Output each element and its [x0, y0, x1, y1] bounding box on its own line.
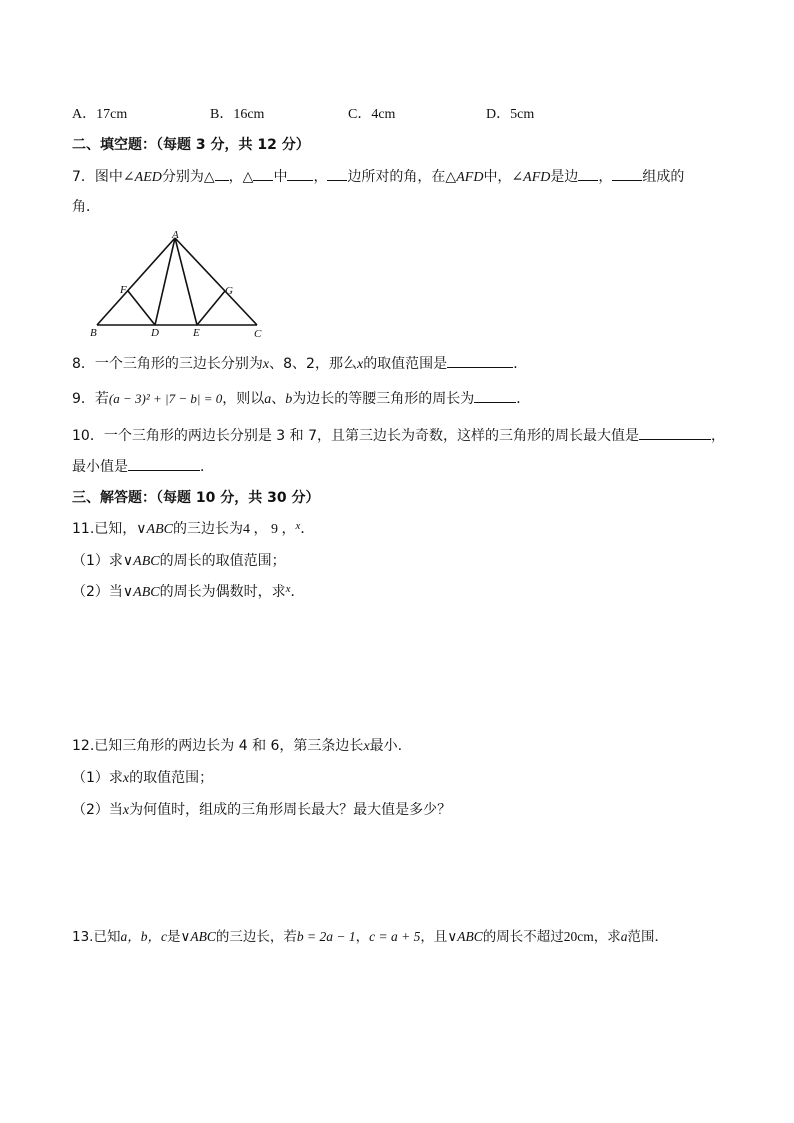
label-c: C — [254, 328, 262, 340]
q8-text: 8．一个三角形的三边长分别为 — [72, 356, 263, 372]
q13-text: 是 — [166, 929, 181, 945]
q13-text: ，求 — [593, 929, 621, 945]
question-11-part-2 — [72, 581, 305, 601]
q9-text: ． — [516, 391, 531, 407]
q11-text: 的周长的取值范围； — [159, 553, 286, 569]
q13-triangle: ∨ABC — [180, 929, 216, 944]
label-e: E — [193, 327, 200, 339]
q7-angle-aed: ∠AED — [122, 170, 162, 185]
q9-text: 、 — [271, 391, 286, 407]
q13-vars: a，b，c — [120, 929, 167, 944]
q7-text: ， — [313, 169, 328, 185]
q11-values: 4 ， 9 ， — [242, 522, 296, 537]
q9-var-a: a — [264, 392, 272, 407]
q13-text: 范围． — [627, 929, 668, 945]
q8-answer-blank[interactable] — [447, 353, 513, 368]
q7-blank-2[interactable] — [253, 166, 273, 181]
q10-min-blank[interactable] — [128, 456, 200, 471]
q12-text: 为何值时，组成的三角形周长最大？最大值是多少？ — [129, 802, 452, 818]
label-f: F — [120, 284, 127, 296]
q8-var-x: x — [262, 357, 270, 372]
q7-text: 中， — [483, 169, 512, 185]
question-12-part-2 — [72, 799, 451, 819]
option-a: A．17cm — [72, 107, 128, 122]
q7-text: 分别为△ — [161, 169, 215, 185]
label-g: G — [225, 285, 233, 297]
q8-text: 的取值范围是 — [363, 356, 448, 372]
q13-text: 13.已知 — [72, 929, 121, 945]
q13-text: 的周长不超过 — [482, 929, 564, 945]
question-8 — [72, 353, 527, 373]
q9-text: 9．若 — [72, 391, 109, 407]
question-9 — [72, 388, 530, 408]
q7-blank-6[interactable] — [612, 166, 642, 181]
q7-text: 7．图中 — [72, 169, 123, 185]
q9-var-b: b — [285, 392, 293, 407]
q12-text: 的取值范围； — [129, 770, 214, 786]
segment-ad — [155, 238, 175, 325]
segment-fd — [128, 291, 155, 325]
q10-text: 最小值是 — [72, 459, 128, 475]
question-7-line-1 — [72, 166, 684, 186]
segment-ac — [175, 238, 257, 325]
q7-afd: AFD — [456, 170, 484, 185]
q7-blank-1[interactable] — [215, 166, 229, 181]
label-d: D — [151, 327, 159, 339]
q8-text: 、8、2，那么 — [269, 356, 357, 372]
question-12 — [72, 735, 402, 755]
q13-text: 的三边长，若 — [215, 929, 297, 945]
q10-text: 10．一个三角形的两边长分别是 3 和 7，且第三边长为奇数，这样的三角形的周长最大值是 — [72, 428, 639, 444]
q10-text: ， — [710, 428, 725, 444]
q8-text: ． — [513, 356, 528, 372]
option-b: B．16cm — [210, 107, 265, 122]
q11-text: （1）求 — [72, 553, 123, 569]
q12-text: 12.已知三角形的两边长为 4 和 6，第三条边长 — [72, 738, 364, 754]
q11-text: （2）当 — [72, 584, 123, 600]
q13-value: 20cm — [563, 929, 594, 944]
q7-text: 组成的 — [642, 169, 685, 185]
q10-text: ． — [200, 459, 214, 475]
q12-text: 最小. — [369, 738, 403, 754]
q8-var-x: x — [356, 357, 364, 372]
q7-text: 中 — [273, 169, 288, 185]
q11-text: 的三边长为 — [172, 521, 243, 537]
q11-var-x: x — [285, 583, 291, 595]
question-11-part-1 — [72, 550, 286, 570]
q13-var-a: a — [620, 929, 628, 944]
segment-ab — [97, 238, 175, 325]
q13-text: ，且 — [420, 929, 448, 945]
q13-text: ， — [355, 929, 370, 945]
q7-blank-3[interactable] — [287, 166, 313, 181]
segment-ae — [175, 238, 197, 325]
q10-max-blank[interactable] — [639, 425, 711, 440]
q9-text: 为边长的等腰三角形的周长为 — [292, 391, 475, 407]
q13-equation-b: b = 2a − 1 — [296, 929, 356, 944]
question-11 — [72, 518, 314, 538]
q9-text: ，则以 — [222, 391, 265, 407]
q11-text: 11.已知， — [72, 521, 137, 537]
option-c: C．4cm — [348, 107, 396, 122]
q9-expression: (a − 3)² + |7 − b| = 0 — [108, 391, 223, 406]
q13-triangle: ∨ABC — [447, 929, 483, 944]
label-a: A — [172, 229, 179, 241]
q11-triangle: ∨ABC — [122, 585, 160, 600]
section-heading-fill-blank: 二、填空题：（每题 3 分，共 12 分） — [72, 137, 310, 153]
question-12-part-1 — [72, 767, 213, 787]
q7-text: ， — [598, 169, 613, 185]
q12-var-x: x — [122, 771, 130, 786]
q12-var-x: x — [363, 739, 370, 754]
q7-blank-4[interactable] — [327, 166, 347, 181]
q12-text: （1）求 — [72, 770, 123, 786]
q12-var-x: x — [122, 803, 130, 818]
q11-triangle: ∨ABC — [136, 522, 173, 537]
q7-text: 边所对的角，在△ — [347, 169, 457, 185]
q11-text: ． — [290, 584, 305, 600]
q7-angle-afd: ∠AFD — [511, 170, 551, 185]
question-10-line-1 — [72, 425, 725, 445]
q11-text: ． — [300, 521, 315, 537]
label-b: B — [90, 327, 97, 339]
q11-text: 的周长为偶数时，求 — [159, 584, 286, 600]
q7-text: ，△ — [228, 169, 254, 185]
q7-blank-5[interactable] — [578, 166, 598, 181]
q7-text: 是边 — [550, 169, 579, 185]
section-heading-solve: 三、解答题：（每题 10 分，共 30 分） — [72, 490, 320, 506]
q13-equation-c: c = a + 5 — [369, 929, 421, 944]
question-7-line-2: 角． — [72, 199, 100, 215]
q9-answer-blank[interactable] — [474, 388, 516, 403]
q12-text: （2）当 — [72, 802, 123, 818]
question-10-line-2 — [72, 456, 214, 476]
question-13 — [72, 925, 668, 945]
option-d: D．5cm — [486, 107, 535, 122]
q11-var-x: x — [295, 520, 301, 532]
triangle-figure — [85, 228, 275, 340]
q11-triangle: ∨ABC — [122, 554, 160, 569]
segment-ge — [197, 291, 225, 325]
